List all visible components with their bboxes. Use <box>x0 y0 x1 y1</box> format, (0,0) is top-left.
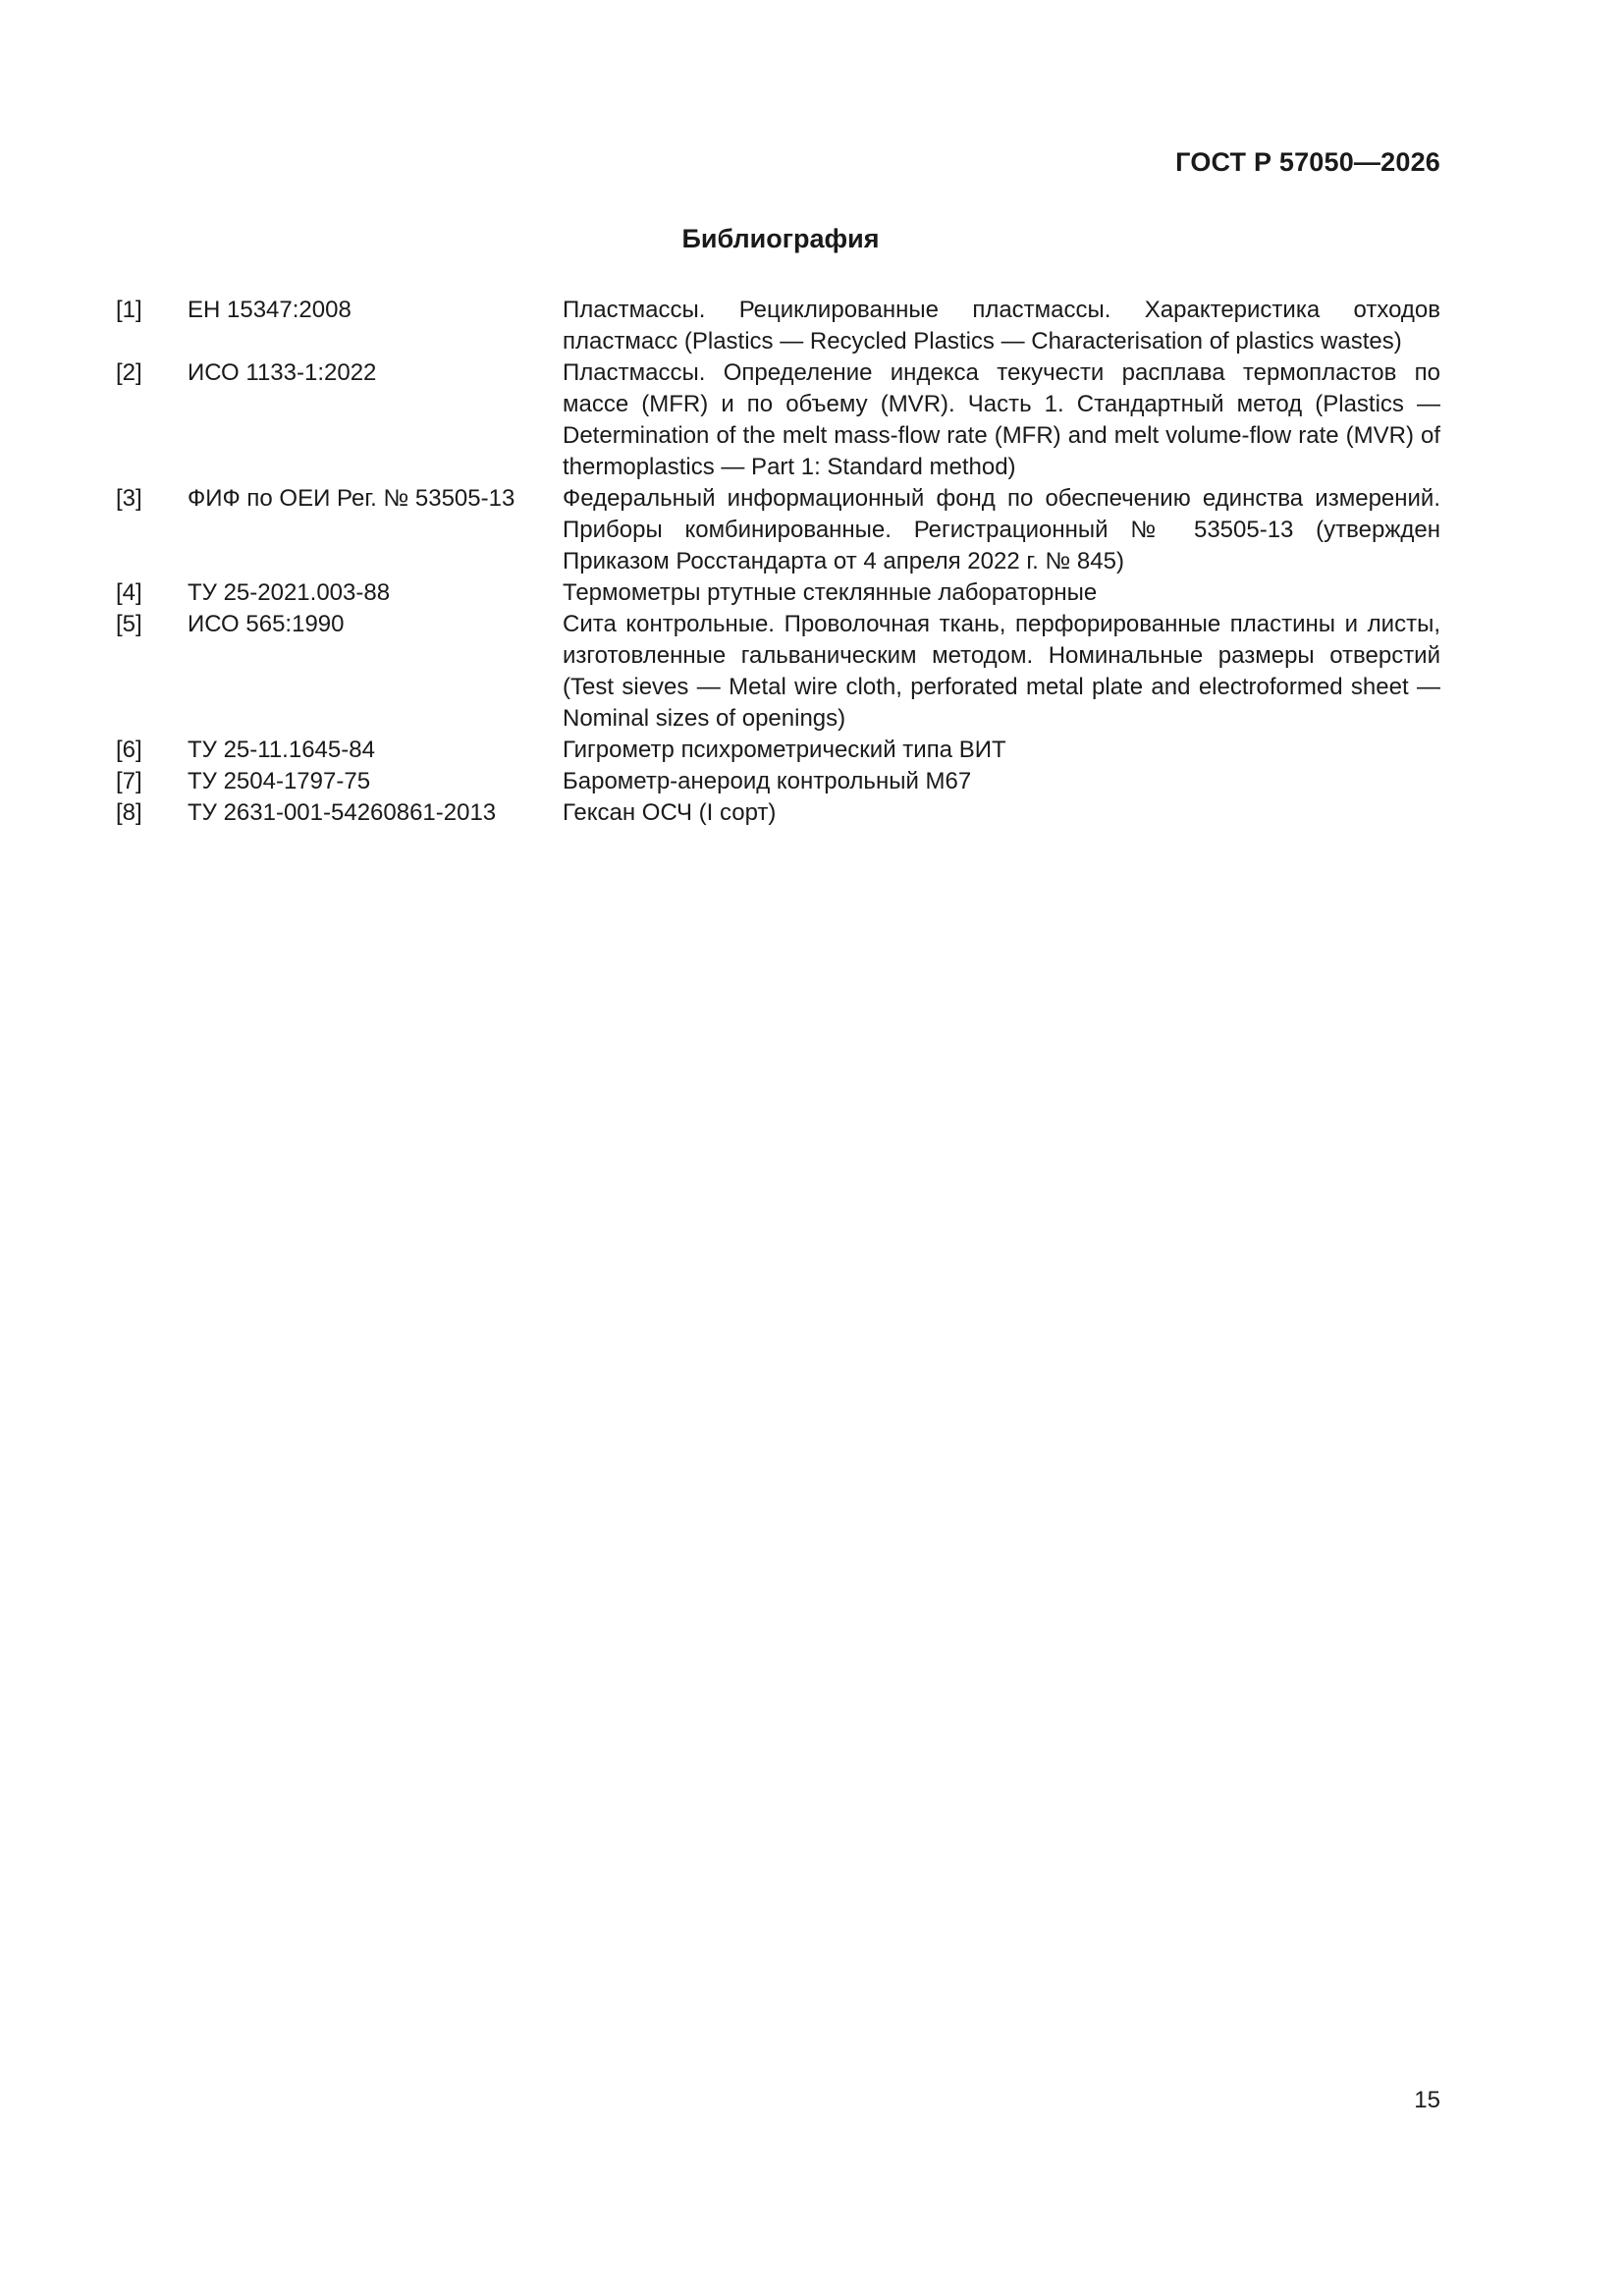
document-code: ГОСТ Р 57050—2026 <box>1175 147 1440 177</box>
entry-document: ТУ 2504-1797-75 <box>188 768 371 794</box>
entry-title: Сита контрольные. Проволочная ткань, перфорированные пластины и листы, изготовленные гальваническим методом. Номинальные размеры отверстий (Test sieves — Metal wire cloth, perforated metal plate and electroformed sheet — Nominal sizes of openings) <box>563 611 1440 732</box>
entry-title: Пластмассы. Рециклированные пластмассы. Характеристика отходов пластмасс (Plastics — Recycled Plastics — Characterisation of plastics wastes) <box>563 297 1440 355</box>
entry-title: Гексан ОСЧ (I сорт) <box>563 799 777 826</box>
bibliography-entry <box>116 483 1440 577</box>
entry-title: Термометры ртутные стеклянные лабораторные <box>563 579 1098 606</box>
bibliography-list <box>116 295 1440 829</box>
entry-number: [1] <box>116 297 142 323</box>
entry-number: [6] <box>116 737 142 763</box>
entry-number: [8] <box>116 799 142 826</box>
bibliography-entry <box>116 766 1440 797</box>
entry-document: ФИФ по ОЕИ Рег. № 53505-13 <box>188 485 515 512</box>
entry-number: [4] <box>116 579 142 606</box>
bibliography-entry <box>116 357 1440 483</box>
entry-document: ТУ 25-11.1645-84 <box>188 737 375 763</box>
bibliography-entry <box>116 609 1440 735</box>
entry-title: Барометр-анероид контрольный М67 <box>563 768 972 794</box>
entry-number: [2] <box>116 359 142 386</box>
entry-number: [5] <box>116 611 142 637</box>
entry-document: ТУ 2631-001-54260861-2013 <box>188 799 497 826</box>
entry-title: Гигрометр психрометрический типа ВИТ <box>563 737 1006 763</box>
bibliography-entry <box>116 735 1440 766</box>
bibliography-entry <box>116 577 1440 609</box>
bibliography-entry <box>116 295 1440 357</box>
entry-number: [3] <box>116 485 142 512</box>
entry-document: ЕН 15347:2008 <box>188 297 352 323</box>
entry-number: [7] <box>116 768 142 794</box>
bibliography-entry <box>116 797 1440 829</box>
entry-title: Федеральный информационный фонд по обеспечению единства измерений. Приборы комбинированные. Регистрационный № 53505-13 (утвержден Приказом Росстандарта от 4 апреля 2022 г. № 845) <box>563 485 1440 574</box>
entry-document: ТУ 25-2021.003-88 <box>188 579 391 606</box>
section-title: Библиография <box>681 224 880 253</box>
entry-title: Пластмассы. Определение индекса текучести расплава термопластов по массе (MFR) и по объему (MVR). Часть 1. Стандартный метод (Plastics — Determination of the melt mass-flow rate (MFR) and melt volume-flow rate (MVR) of thermoplastics — Part 1: Standard method) <box>563 359 1440 480</box>
page-number: 15 <box>1414 2087 1440 2113</box>
entry-document: ИСО 565:1990 <box>188 611 345 637</box>
entry-document: ИСО 1133-1:2022 <box>188 359 377 386</box>
